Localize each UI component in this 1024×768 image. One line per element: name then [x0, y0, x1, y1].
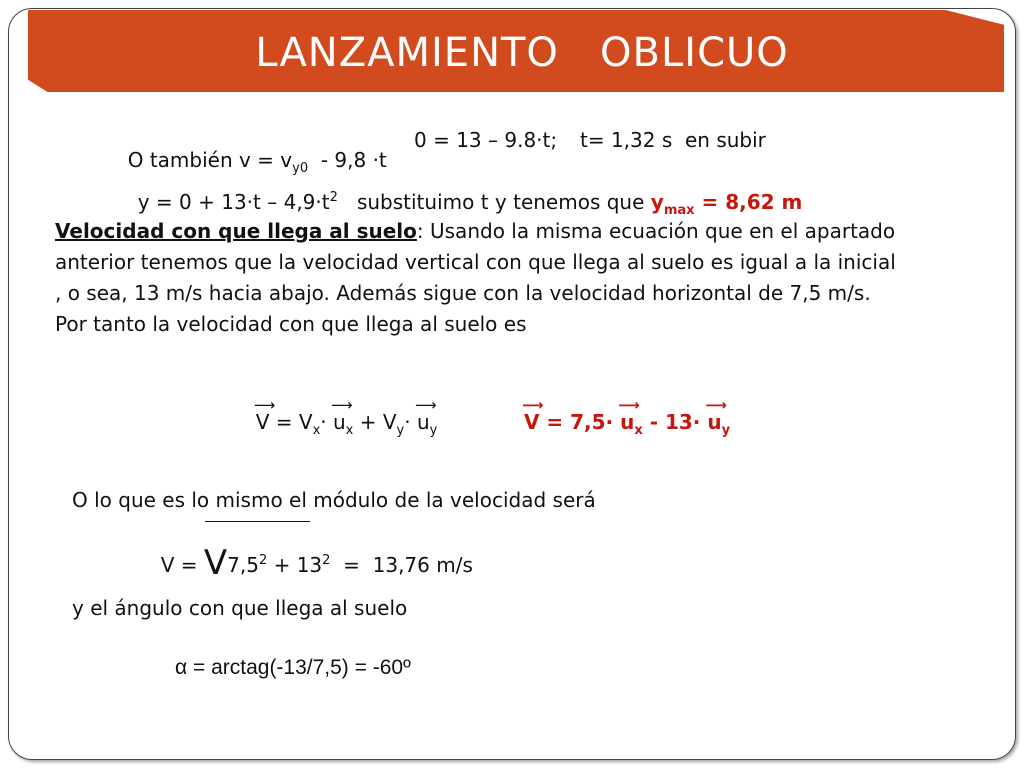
- sqrt-bar: [205, 521, 310, 522]
- equation-line-2: [125, 172, 803, 218]
- vector-equation-general: ⟶ $V = V_x\cdot$ ⟶ $u_x + V_y\cdot$ ⟶ $u_y$: [253, 396, 438, 438]
- line1-subscript: y0: [292, 161, 309, 176]
- sqrt-symbol: V: [203, 543, 228, 583]
- angle-equation: α = arctag(-13/7,5) = -60º: [175, 656, 411, 679]
- vector-equation-result: ⟶ V = 7,5· ⟶ $u_x - 13\cdot$ ⟶ $u_y$: [521, 396, 731, 438]
- line1-part-a: O también v = v: [127, 148, 293, 172]
- slide-frame: [8, 8, 1016, 760]
- paragraph-heading: Velocidad con que llega al suelo: [55, 219, 417, 243]
- slide-title: LANZAMIENTO OBLICUO: [255, 30, 789, 76]
- ymax-value: $y_{max} = 8,62$ m: [650, 190, 803, 218]
- line1-part-b: - 9,8 ·t: [308, 148, 387, 172]
- line2-part-a: y = 0 + 13·t – 4,9·t: [137, 190, 330, 214]
- line2-superscript: 2: [329, 190, 338, 205]
- paragraph-body: : Usando la misma ecuación que en el apartado anterior tenemos que la velocidad vertical con que llega al suelo es igual a la inicial , o sea, 13 m/s hacia abajo. Además sigue con la velocidad horizontal de 7,5 m/s. Por tanto la velocidad con que llega al suelo es: [55, 219, 896, 336]
- velocity-paragraph: [55, 216, 905, 340]
- modulo-text: O lo que es lo mismo el módulo de la velocidad será: [72, 488, 596, 512]
- line1-part-d: t= 1,32 s en subir: [580, 128, 766, 152]
- line1-part-c: 0 = 13 – 9.8·t;: [414, 128, 558, 152]
- equation-line-1: [115, 130, 387, 176]
- line2-part-b: substituimo t y tenemos que: [337, 190, 651, 214]
- modulo-equation: $V = V7,5^2 + 13^2 = 13,76$ m/s: [160, 543, 473, 583]
- angle-text: y el ángulo con que llega al suelo: [72, 596, 408, 620]
